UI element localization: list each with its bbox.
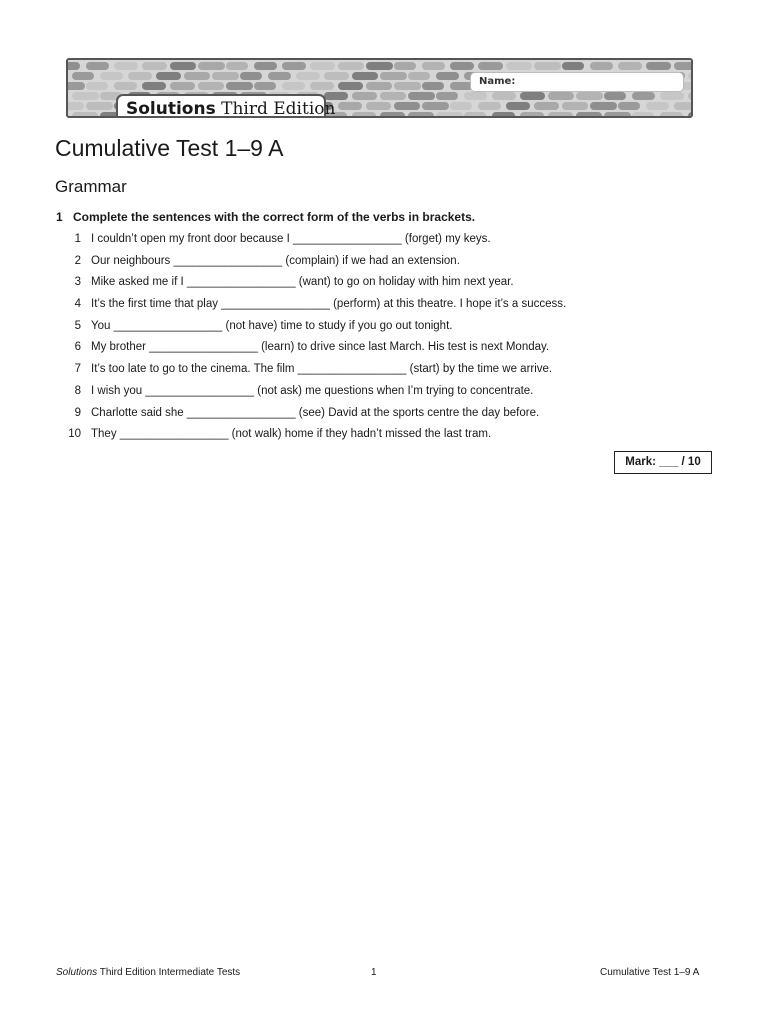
list-item: [56, 361, 566, 383]
list-item: [56, 426, 566, 448]
list-item: [56, 253, 566, 275]
brand-logo: [126, 99, 335, 118]
item-text: They _________________ (not walk) home if they hadn’t missed the last tram.: [91, 428, 492, 441]
item-number: 9: [74, 406, 81, 419]
list-item: [56, 231, 566, 253]
name-field[interactable]: [470, 72, 684, 92]
item-number: 5: [74, 319, 81, 332]
list-item: [56, 383, 566, 405]
item-number: 6: [74, 341, 81, 354]
item-number: 2: [74, 254, 81, 267]
item-text: My brother _________________ (learn) to drive since last March. His test is next Monday.: [91, 341, 550, 354]
item-text: It’s the first time that play _________________ (perform) at this theatre. I hope it’s a success.: [91, 298, 567, 311]
item-text: I couldn’t open my front door because I _________________ (forget) my keys.: [91, 233, 491, 245]
list-item: [56, 405, 566, 427]
list-item: [56, 274, 566, 296]
brand-edition: Third Edition: [221, 99, 336, 118]
item-text: Charlotte said she _________________ (see) David at the sports centre the day before.: [91, 406, 540, 419]
list-item: [56, 339, 566, 361]
mark-box: Mark: ___ / 10: [614, 451, 712, 474]
instruction-text: Complete the sentences with the correct form of the verbs in brackets.: [73, 210, 476, 224]
brand-bold: Solutions: [126, 99, 216, 118]
exercise-instruction: [56, 210, 475, 224]
footer-left: [56, 967, 240, 978]
item-number: 10: [68, 428, 81, 441]
name-label: Name:: [479, 76, 516, 87]
item-number: 3: [74, 276, 81, 289]
brand-tab: [116, 94, 336, 118]
page-title: Cumulative Test 1–9 A: [55, 135, 284, 161]
item-number: 8: [74, 384, 81, 397]
list-item: [56, 318, 566, 340]
exercise-number: 1: [56, 210, 63, 224]
header-banner: [66, 58, 693, 118]
item-text: I wish you _________________ (not ask) me questions when I’m trying to concentrate.: [91, 384, 534, 397]
footer-right: Cumulative Test 1–9 A: [600, 967, 700, 978]
item-text: Mike asked me if I _________________ (want) to go on holiday with him next year.: [91, 276, 514, 289]
exercise-items: [56, 231, 566, 448]
list-item: [56, 296, 566, 318]
page-number: 1: [371, 967, 377, 978]
item-text: You _________________ (not have) time to study if you go out tonight.: [91, 319, 453, 332]
footer-brand: Solutions: [56, 967, 98, 978]
footer-series: Third Edition Intermediate Tests: [97, 967, 241, 978]
item-text: It’s too late to go to the cinema. The film _________________ (start) by the time we arrive.: [91, 363, 553, 376]
item-number: 7: [74, 363, 81, 376]
item-text: Our neighbours _________________ (complain) if we had an extension.: [91, 254, 460, 267]
item-number: 1: [74, 233, 81, 245]
section-heading: Grammar: [55, 177, 127, 196]
item-number: 4: [74, 298, 81, 311]
